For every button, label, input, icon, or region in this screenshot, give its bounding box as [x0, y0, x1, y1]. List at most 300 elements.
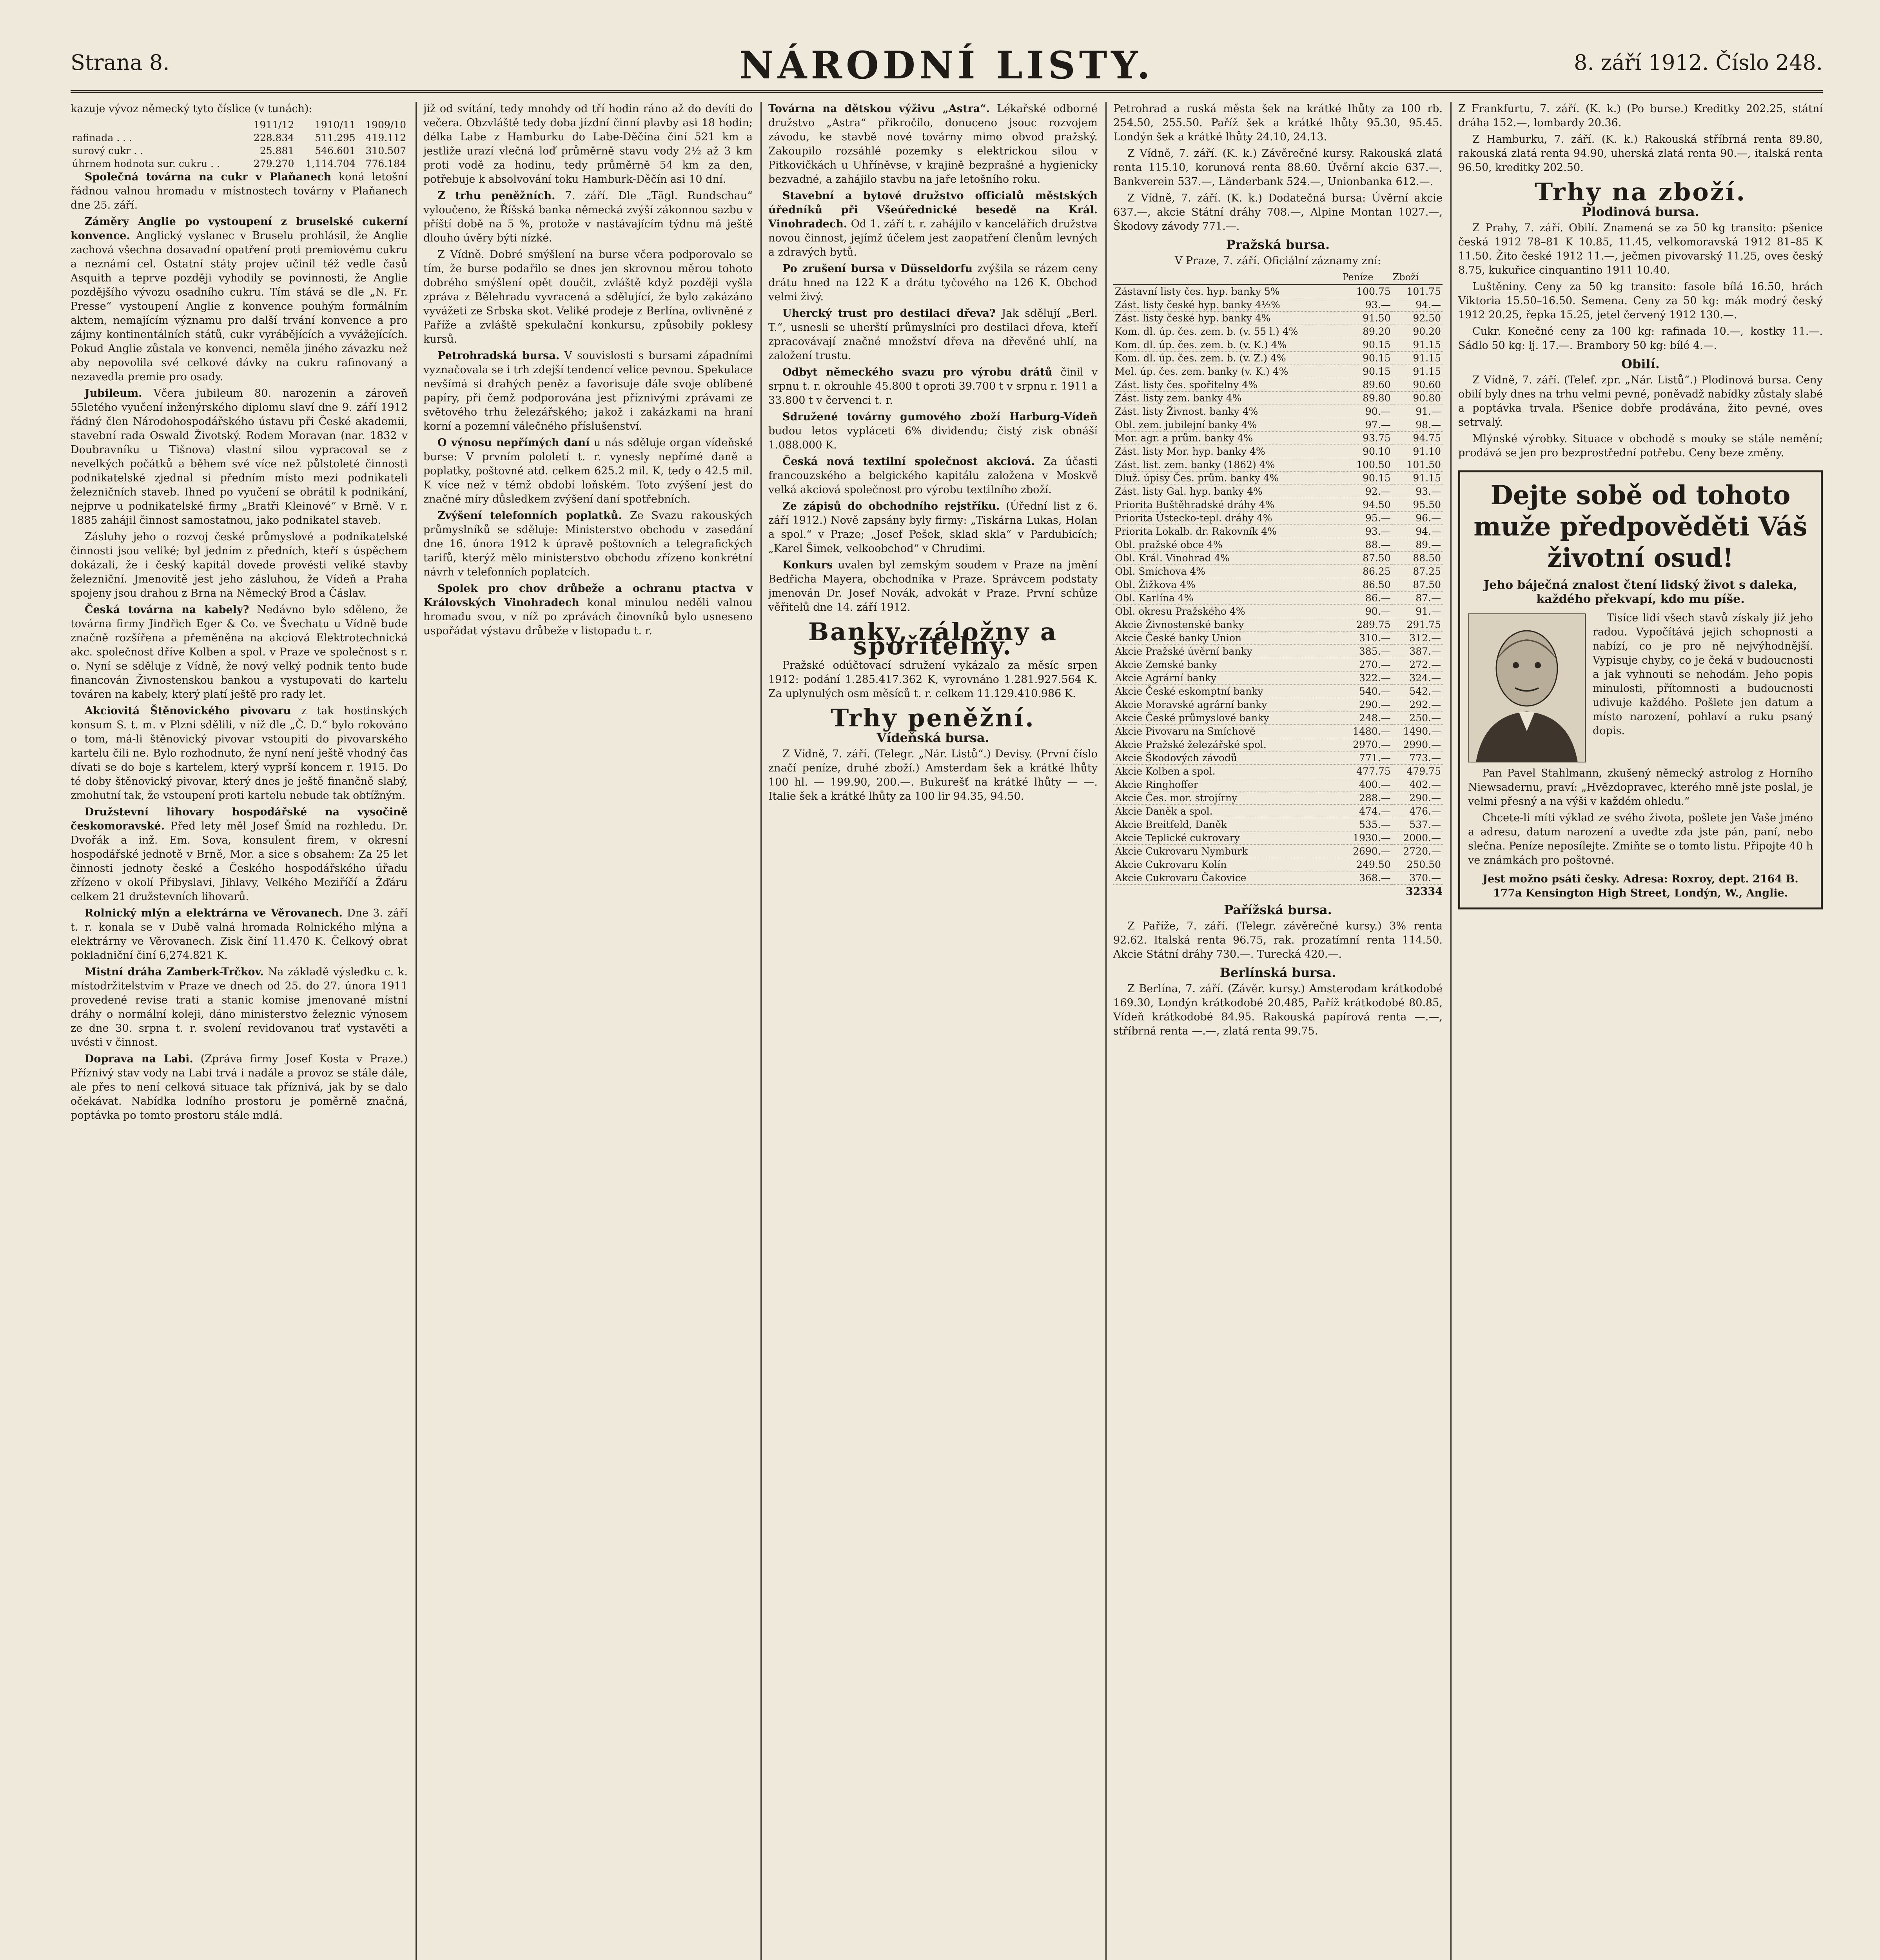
article-heading: Petrohradská bursa.	[437, 350, 560, 362]
article	[423, 582, 753, 638]
table-cell: Obl. Karlína 4%	[1113, 592, 1342, 605]
table-cell: 542.—	[1392, 685, 1443, 698]
article	[71, 1052, 408, 1123]
table-cell: Akcie Pivovaru na Smíchově	[1113, 725, 1342, 738]
table-cell: 228.834	[253, 132, 294, 143]
article-body: Nedávno bylo sděleno, že továrna firmy Jindřich Eger & Co. ve Švechatu u Vídně bude značně rozšířena a přeměněna na akciová Elektrotechnická akc. společnost dříve Kolben a spol. v Praze ve společnost s r. o. Nyní se sděluje z Vídně, že nový velký podnik tento bude financován Živnostenskou bankou a vystupovati do kartelu továren na kabely, který platí ještě pro rady let.	[71, 604, 408, 701]
table-cell: Akcie České eskomptní banky	[1113, 685, 1342, 698]
article-heading: Česká továrna na kabely?	[85, 604, 249, 616]
article-body: Cukr. Konečné ceny za 100 kg: rafinada 10.—, kostky 11.—. Sádlo 50 kg: lj. 17.—. Brambory 50 kg: bílé 4.—.	[1458, 325, 1823, 352]
article	[71, 704, 408, 803]
table-cell: 101.75	[1392, 285, 1443, 298]
table-row	[1113, 818, 1443, 831]
article	[71, 965, 408, 1050]
section-heading-trhy-zbozi: Trhy na zboží.	[1534, 178, 1747, 206]
table-cell: Obl. Smíchova 4%	[1113, 565, 1342, 578]
table-row	[1113, 765, 1443, 778]
article-body: již od svítání, tedy mnohdy od tří hodin ráno až do devíti do večera. Obzvláště tedy doba jízdní činní plavby asi 18 hodin; délka Labe z Hamburku do Labe-Děčína činí 521 km a jestliže urazí vlečná loď průměrně stavu vody 2½ až 3 km proti vodě za hodinu, tedy průměrně 54 km za den, potřebuje k absolvování toku Hamburk-Děčín asi 10 dní.	[423, 103, 753, 185]
article-heading: Akciovitá Štěnovického pivovaru	[85, 705, 291, 717]
table-header-cell: 1911/12	[253, 119, 294, 131]
table-row	[1113, 325, 1443, 338]
article-body: Na základě výsledku c. k. místodržitelstvím v Praze ve dnech od 25. do 27. února 1911 provedené revise trati a stanic komise jmenované místní dráhy o normální koleji, dáno ministerstvo železnic výnosem ze dne 30. srpna t. r. svolení revidovanou trať vystavěti a uvésti v činnost.	[71, 966, 408, 1049]
table-cell: 419.112	[365, 132, 406, 143]
article	[768, 499, 1098, 556]
article-body: u nás sděluje organ vídeňské burse: V prvním pololetí t. r. vynesly nepřímé daně a poplatky, poštovné atd. celkem 625.2 mil. K, tedy o 42.5 mil. K více než v témž období loňském. Toto zvýšení jest do značné míry důsledkem zvýšení daní spotřebních.	[423, 437, 753, 505]
table-cell: Zást. listy české hyp. banky 4½%	[1113, 298, 1342, 312]
table-cell: 312.—	[1392, 632, 1443, 645]
newspaper-page	[71, 43, 1823, 1960]
table-cell: 91.10	[1392, 445, 1443, 458]
article-heading: Družstevní lihovary hospodářské na vysočině českomoravské.	[71, 806, 408, 832]
table-cell: Akcie Agrární banky	[1113, 671, 1342, 685]
article	[768, 102, 1098, 187]
table-cell: 546.601	[315, 145, 356, 156]
table-cell: 477.75	[1342, 765, 1392, 778]
table-cell: 90.20	[1392, 325, 1443, 338]
article-body: Ze Svazu rakouských průmyslníků se sděluje: Ministerstvo obchodu v zasedání dne 16. února 1912 k úpravě poštovních a telegrafických tarifů, kterýž mělo ministerstvo obchodu zřízeno konkrétní návrh v telefonních poplatcích.	[423, 510, 753, 578]
article-heading: Rolnický mlýn a elektrárna ve Věrovanech.	[85, 907, 343, 919]
article-body: uvalen byl zemským soudem v Praze na jmění Bedřicha Mayera, obchodníka v Praze. Správcem podstaty jmenován Dr. Josef Novák, advokát v Praze. První schůze věřitelů dne 14. září 1912.	[768, 559, 1098, 613]
subsection-heading: Pařížská bursa.	[1224, 902, 1332, 917]
table-cell: 93.—	[1342, 525, 1392, 538]
table-cell: 540.—	[1342, 685, 1392, 698]
table-cell: 87.—	[1392, 592, 1443, 605]
table-cell: úhrnem hodnota sur. cukru . .	[72, 158, 220, 169]
table-header-cell	[1113, 270, 1342, 285]
table-cell: 402.—	[1392, 778, 1443, 791]
table-cell: Zást. listy Živnost. banky 4%	[1113, 405, 1342, 418]
table-cell: 86.50	[1342, 578, 1392, 592]
article-heading: Konkurs	[782, 559, 833, 571]
article-heading: Doprava na Labi.	[85, 1053, 193, 1065]
table-cell: 537.—	[1392, 818, 1443, 831]
table-header-cell: 1910/11	[314, 119, 356, 131]
prague-exchange-table	[1113, 270, 1443, 885]
article-body: Anglický vyslanec v Bruselu prohlásil, že Anglie zachová všechna dosavadní opatření proti premiovému cukru a neznámí cel. Ostatní státy projev učinil též vedle časů Asquith a teprve později vyhodily se povinnosti, že Anglie pozdějšího vývozu osadního cukru. Tím stává se dle „N. Fr. Presse“ vystoupení Anglie z konvence pouhým formálním aktem, nemajícím významu pro další trvání konvence a pro zájmy kontinentálních států, cukr vyrábějících a vyvážejících. Pokud Anglie zůstala ve konvenci, neměla jiného závazku než aby nepovolila své celkové dávky na cukru rafinovaný a nezavedla premie pro osady.	[71, 230, 408, 383]
astrologer-advertisement	[1458, 470, 1823, 909]
table-cell: 2970.—	[1342, 738, 1392, 751]
table-row	[1113, 685, 1443, 698]
table-cell: 95.—	[1342, 512, 1392, 525]
table-cell: 89.80	[1342, 392, 1392, 405]
table-row	[1113, 432, 1443, 445]
section-heading-trhy-penezni: Trhy peněžní.	[831, 704, 1035, 732]
table-row	[71, 131, 408, 144]
table-row	[1113, 711, 1443, 725]
article-body: činil v srpnu t. r. okrouhle 45.800 t oproti 39.700 t v srpnu r. 1911 a 33.800 t v červenci t. r.	[768, 366, 1098, 407]
table-cell: 91.50	[1342, 312, 1392, 325]
subsection-heading: Berlínská bursa.	[1219, 965, 1336, 980]
table-header-cell: 1909/10	[365, 119, 406, 131]
table-row	[1113, 632, 1443, 645]
table-cell: 89.60	[1342, 378, 1392, 392]
article-body: Z Vídně, 7. září. (Telef. zpr. „Nár. Listů“.) Plodinová bursa. Ceny obilí byly dnes na trhu velmi pevné, poněvadž nabídky zůstaly slabé a poptávka trvala. Pšenice dobře prodávána, žito pevné, oves setrvalý.	[1458, 374, 1823, 428]
table-cell: Akcie Moravské agrární banky	[1113, 698, 1342, 711]
table-cell: Akcie Pražské úvěrní banky	[1113, 645, 1342, 658]
table-cell: 1480.—	[1342, 725, 1392, 738]
ad-subtitle: Jeho báječná znalost čtení lidský život s daleka, každého překvapí, kdo mu píše.	[1483, 578, 1797, 606]
table-cell: 25.881	[259, 145, 294, 156]
table-row	[1113, 352, 1443, 365]
article-body: Z Vídně, 7. září. (K. k.) Závěrečné kursy. Rakouská zlatá renta 115.10, korunová renta 88.60. Úvěrní akcie 637.—, Bankverein 537.—, Länderbank 524.—, Unionbanka 612.—.	[1113, 147, 1443, 188]
article-heading: Záměry Anglie po vystoupení z bruselské cukerní konvence.	[71, 216, 408, 242]
sugar-intro: kazuje vývoz německý tyto číslice (v tunách):	[71, 103, 312, 115]
table-cell: 370.—	[1392, 871, 1443, 885]
table-cell: 290.—	[1392, 791, 1443, 805]
table-row	[1113, 392, 1443, 405]
article-heading: Stavební a bytové družstvo officialů městských úředníků při Všeúřednické besedě na Král. Vinohradech.	[768, 190, 1098, 230]
table-cell: 90.80	[1392, 392, 1443, 405]
table-cell: 90.10	[1342, 445, 1392, 458]
table-cell: 2990.—	[1392, 738, 1443, 751]
ad-body: Chcete-li míti výklad ze svého života, pošlete jen Vaše jméno a adresu, datum narození a uvedte zda jste pán, paní, nebo slečna. Peníze neposílejte. Zmiňte se o tomto listu. Připojte 40 h ve známkách pro poštovné.	[1468, 812, 1813, 866]
table-cell: 368.—	[1342, 871, 1392, 885]
table-cell: Akcie Pražské železářské spol.	[1113, 738, 1342, 751]
table-row	[71, 144, 408, 157]
article-heading: O výnosu nepřímých daní	[437, 437, 590, 449]
article	[768, 558, 1098, 615]
table-header-cell	[71, 118, 245, 131]
ad-body: Tisíce lidí všech stavů získaly již jeho radou. Vypočítává jejich schopnosti a nabízí, co je pro ně nejvýhodnější. Vypisuje chyby, co je čeká v budoucnosti a jak vyhnouti se nehodám. Jeho popis minulosti, přítomnosti a budoucnosti udivuje každého. Pošlete jen datum a místo narození, pohlaví a ruku psaný dopis.	[1593, 612, 1813, 737]
table-cell: 92.—	[1342, 485, 1392, 498]
article-body: Z Frankfurtu, 7. září. (K. k.) (Po burse.) Kreditky 202.25, státní dráha 152.—, lombardy 20.36.	[1458, 103, 1823, 129]
table-cell: 86.—	[1342, 592, 1392, 605]
table-cell: 288.—	[1342, 791, 1392, 805]
article	[71, 170, 408, 212]
article-body: Mlýnské výrobky. Situace v obchodě s mouky se stále nemění; prodává se jen pro bezprostřední potřebu. Ceny beze změny.	[1458, 433, 1823, 459]
table-row	[1113, 858, 1443, 871]
article-body: Petrohrad a ruská města šek na krátké lhůty za 100 rb. 254.50, 255.50. Paříž šek a krátké lhůty 95.30, 95.45. Londýn šek a krátké lhůty 24.10, 24.13.	[1113, 103, 1443, 143]
table-cell: Akcie Ringhoffer	[1113, 778, 1342, 791]
article-body: Zásluhy jeho o rozvoj české průmyslové a podnikatelské činnosti jsou veliké; byl jedním z předních, kteří s úspěchem dokázali, že i český kapitál dovede provésti veliké stavby železniční. Jmenovitě jest jeho zásluhou, že Vídeň a Praha spojeny jsou drahou z Brna na Německý Brod a Čáslav.	[71, 531, 408, 599]
table-row	[1113, 285, 1443, 298]
table-cell: 91.15	[1392, 338, 1443, 352]
table-row	[1113, 738, 1443, 751]
table-cell: 310.—	[1342, 632, 1392, 645]
table-total: 32334	[1406, 886, 1443, 898]
table-cell: 289.75	[1342, 618, 1392, 632]
table-row	[1113, 512, 1443, 525]
article-body: konal minulou neděli valnou hromadu svou, v níž po zprávách činovníků bylo usneseno uspořádat výstavu drůbeže v listopadu t. r.	[423, 597, 753, 637]
column-4	[1113, 102, 1443, 1960]
table-cell: 324.—	[1392, 671, 1443, 685]
article-body: Z Paříže, 7. září. (Telegr. závěrečné kursy.) 3% renta 92.62. Italská renta 96.75, rak. prozatímní renta 114.50. Akcie Státní dráhy 730.—. Turecká 420.—.	[1113, 920, 1443, 960]
table-cell: 250.—	[1392, 711, 1443, 725]
table-cell: 91.—	[1392, 605, 1443, 618]
subsection-heading: Pražská bursa.	[1226, 237, 1330, 252]
table-header-cell: Peníze	[1342, 270, 1392, 285]
table-cell: Zást. listy Mor. hyp. banky 4%	[1113, 445, 1342, 458]
table-row	[1113, 791, 1443, 805]
table-cell: Akcie Kolben a spol.	[1113, 765, 1342, 778]
article-body: Od 1. září t. r. zahájilo v kancelářích družstva novou činnost, jejímž účelem jest zaopatření členům levných a zdravých bytů.	[768, 218, 1098, 258]
article-heading: Jubileum.	[85, 387, 142, 399]
article-body: 7. září. Dle „Tägl. Rundschau“ vyloučeno, že Říšská banka německá zvýší zákonnou sazbu v příští době na 5 %, protože v nastávajícím týdnu má ještě dlouho úvěry býti nízké.	[423, 190, 753, 244]
table-row	[1113, 472, 1443, 485]
table-cell: Kom. dl. úp. čes. zem. b. (v. K.) 4%	[1113, 338, 1342, 352]
table-cell: Akcie Teplické cukrovary	[1113, 831, 1342, 845]
table-cell: 2720.—	[1392, 845, 1443, 858]
table-cell: Zást. listy české hyp. banky 4%	[1113, 312, 1342, 325]
article	[768, 455, 1098, 497]
table-cell: 98.—	[1392, 418, 1443, 432]
table-cell: Zástavní listy čes. hyp. banky 5%	[1113, 285, 1342, 298]
article	[71, 906, 408, 963]
table-row	[1113, 565, 1443, 578]
article-body: z tak hostinských konsum S. t. m. v Plzni sdělili, v níž dle „Č. D.“ bylo rokováno o tom, má-li štěnovický pivovar vstoupiti do pivovarského kartelu čili ne. Bylo rozhodnuto, že nyní není ještě vhodný čas dívati se do boje s kartelem, který vyprší koncem r. 1915. Do té doby štěnovický pivovar, který dnes je ještě finančně slabý, zmohutní tak, že vstoupení proti kartelu nebude tak obtížným.	[71, 705, 408, 802]
ad-address: Jest možno psáti česky. Adresa: Roxroy, dept. 2164 B. 177a Kensington High Street, Londýn, W., Anglie.	[1483, 873, 1798, 899]
column-2	[423, 102, 753, 1960]
table-cell: 93.—	[1342, 298, 1392, 312]
table-cell: 94.50	[1342, 498, 1392, 512]
table-cell: 90.15	[1342, 365, 1392, 378]
table-cell: 90.—	[1342, 605, 1392, 618]
sugar-export-table	[71, 118, 408, 170]
table-cell: 2690.—	[1342, 845, 1392, 858]
table-cell: 88.50	[1392, 552, 1443, 565]
article-heading: Česká nová textilní společnost akciová.	[782, 456, 1035, 468]
table-row	[1113, 645, 1443, 658]
table-cell: Zást. listy Gal. hyp. banky 4%	[1113, 485, 1342, 498]
table-cell: 93.75	[1342, 432, 1392, 445]
table-cell: Akcie Živnostenské banky	[1113, 618, 1342, 632]
article-heading: Sdružené továrny gumového zboží Harburg-Vídeň	[782, 411, 1098, 423]
table-cell: 385.—	[1342, 645, 1392, 658]
table-row	[1113, 805, 1443, 818]
table-cell: 776.184	[365, 158, 406, 169]
table-cell: 93.—	[1392, 485, 1443, 498]
table-cell: Zást. list. zem. banky (1862) 4%	[1113, 458, 1342, 472]
table-row	[1113, 538, 1443, 552]
table-cell: Akcie České průmyslové banky	[1113, 711, 1342, 725]
article-body: Před lety měl Josef Šmíd na rozhledu. Dr. Dvořák a inž. Em. Sova, konsulent firem, v okresní hospodářské jednotě v Brně, Mor. a sice s obsahem: Za 25 let činnosti jednoty české a Českého hospodářského úřadu zřízeno v okolí Přibyslavi, Jihlavy, Velkého Meziříčí a Žďáru celkem 21 družstevních lihovarů.	[71, 820, 408, 903]
table-row	[1113, 525, 1443, 538]
table-row	[1113, 831, 1443, 845]
table-row	[71, 157, 408, 170]
table-cell: 474.—	[1342, 805, 1392, 818]
table-header-row	[71, 118, 408, 131]
table-cell: 88.—	[1342, 538, 1392, 552]
table-cell: 86.25	[1342, 565, 1392, 578]
table-row	[1113, 698, 1443, 711]
table-cell: Akcie Cukrovaru Kolín	[1113, 858, 1342, 871]
article	[768, 410, 1098, 452]
table-cell: 92.50	[1392, 312, 1443, 325]
article-body: Z Hamburku, 7. září. (K. k.) Rakouská stříbrná renta 89.80, rakouská zlatá renta 94.90, uherská zlatá renta 90.—, italská renta 96.50, kreditky 202.50.	[1458, 133, 1823, 174]
table-cell: 95.50	[1392, 498, 1443, 512]
table-cell: 291.75	[1392, 618, 1443, 632]
table-cell: 97.—	[1342, 418, 1392, 432]
article	[423, 436, 753, 506]
table-cell: Akcie Zemské banky	[1113, 658, 1342, 671]
article-heading: Zvýšení telefonních poplatků.	[437, 510, 622, 522]
table-cell: Kom. dl. úp. čes. zem. b. (v. Z.) 4%	[1113, 352, 1342, 365]
table-cell: Mor. agr. a prům. banky 4%	[1113, 432, 1342, 445]
table-cell: rafinada . . .	[72, 132, 132, 143]
article-body: Z Prahy, 7. září. Obilí. Znamená se za 50 kg transito: pšenice česká 1912 78–81 K 10.85, 11.45, velkomoravská 1912 81–85 K 11.50. Žito české 1912 11.—, ječmen pivovarský 11.25, oves český 8.75, kukuřice cinquantino 1911 10.40.	[1458, 222, 1823, 276]
table-cell: 101.50	[1392, 458, 1443, 472]
table-cell: Akcie Čes. mor. strojírny	[1113, 791, 1342, 805]
table-header-row	[1113, 270, 1443, 285]
table-row	[1113, 578, 1443, 592]
table-cell: 479.75	[1392, 765, 1443, 778]
column-1	[71, 102, 408, 1960]
table-cell: surový cukr . .	[72, 145, 143, 156]
table-cell: 90.15	[1342, 338, 1392, 352]
table-cell: Akcie Breitfeld, Daněk	[1113, 818, 1342, 831]
article-body: V souvislosti s bursami západními vyznačovala se i trh zdejší tendencí velice pevnou. Spekulace nevšímá si drahých peněz a favorisuje dále svoje oblíbené papíry, při čemž podporována jest příznivými zprávami ze světového trhu železářského; jakož i zakázkami na hraní korní a pozemní válečného příslušenství.	[423, 350, 753, 432]
table-row	[1113, 312, 1443, 325]
table-row	[1113, 298, 1443, 312]
table-cell: 94.—	[1392, 525, 1443, 538]
column-3	[768, 102, 1098, 1960]
table-cell: 87.50	[1342, 552, 1392, 565]
table-cell: Akcie Cukrovaru Nymburk	[1113, 845, 1342, 858]
table-cell: 91.15	[1392, 352, 1443, 365]
article-body: Luštěniny. Ceny za 50 kg transito: fasole bílá 16.50, hrách Viktoria 15.50–16.50. Semena. Ceny za 50 kg: mák modrý český 1912 20.25, řepka 15.25, jetel červený 1912 130.—.	[1458, 281, 1823, 321]
article-heading: Uhercký trust pro destilaci dřeva?	[782, 307, 996, 319]
article-body: Pražské odúčtovací sdružení vykázalo za měsíc srpen 1912: podání 1.285.417.362 K, vyrovnáno 1.281.927.564 K. Za uplynulých osm měsíců t. r. celkem 11.129.410.986 K.	[768, 659, 1098, 700]
table-cell: 2000.—	[1392, 831, 1443, 845]
table-row	[1113, 378, 1443, 392]
table-cell: 90.15	[1342, 472, 1392, 485]
table-cell: 476.—	[1392, 805, 1443, 818]
article-body: Z Vídně, 7. září. (K. k.) Dodatečná bursa: Úvěrní akcie 637.—, akcie Státní dráhy 708.—, Alpine Montan 1027.—, Škodovy závody 771.—.	[1113, 192, 1443, 232]
table-cell: 90.60	[1392, 378, 1443, 392]
table-row	[1113, 725, 1443, 738]
newspaper-title: NÁRODNÍ LISTY.	[739, 43, 1154, 87]
table-cell: Obl. pražské obce 4%	[1113, 538, 1342, 552]
table-row	[1113, 498, 1443, 512]
article-body: Jak sdělují „Berl. T.“, usnesli se uherští průmyslníci pro destilaci dřeva, kteří zpracovávají značné množství dřeva na dřevěné uhlí, na založení trustu.	[768, 307, 1098, 362]
table-cell: 250.50	[1392, 858, 1443, 871]
table-cell: 290.—	[1342, 698, 1392, 711]
table-cell: 322.—	[1342, 671, 1392, 685]
columns	[71, 102, 1823, 1960]
article-body: Z Berlína, 7. září. (Závěr. kursy.) Amsterodam krátkodobé 169.30, Londýn krátkodobé 20.485, Paříž krátkodobé 80.85, Vídeň krátkodobé 84.95. Rakouská papírová renta —.—, stříbrná renta —.—, zlatá renta 99.75.	[1113, 983, 1443, 1037]
table-cell: 100.50	[1342, 458, 1392, 472]
subsection-heading: Plodinová bursa.	[1582, 204, 1699, 219]
table-row	[1113, 365, 1443, 378]
table-cell: 511.295	[315, 132, 356, 143]
table-row	[1113, 618, 1443, 632]
table-cell: 270.—	[1342, 658, 1392, 671]
table-row	[1113, 871, 1443, 885]
table-cell: 248.—	[1342, 711, 1392, 725]
article-body: Dne 3. září t. r. konala se v Dubě valná hromada Rolnického mlýna a elektrárny ve Věrovanech. Zisk činí 11.470 K. Čelkový obrat pokladniční činí 6,274.821 K.	[71, 907, 408, 962]
table-cell: 100.75	[1342, 285, 1392, 298]
table-cell: Zást. listy zem. banky 4%	[1113, 392, 1342, 405]
table-cell: 400.—	[1342, 778, 1392, 791]
article-heading: Ze zápisů do obchodního rejstříku.	[782, 500, 1000, 512]
section-heading-banky: Banky, záložny a spořitelny.	[808, 617, 1058, 660]
ad-title: Dejte sobě od tohoto muže předpověděti Váš životní osud!	[1474, 480, 1807, 573]
table-cell: 91.—	[1392, 405, 1443, 418]
article	[71, 215, 408, 384]
table-cell: 1490.—	[1392, 725, 1443, 738]
article	[768, 262, 1098, 304]
article	[768, 307, 1098, 363]
table-row	[1113, 592, 1443, 605]
astrologer-portrait	[1468, 613, 1586, 762]
table-cell: Zást. listy čes. spořitelny 4%	[1113, 378, 1342, 392]
table-row	[1113, 658, 1443, 671]
table-cell: Priorita Ústecko-tepl. dráhy 4%	[1113, 512, 1342, 525]
table-cell: 279.270	[253, 158, 294, 169]
table-cell: Akcie České banky Union	[1113, 632, 1342, 645]
table-cell: 91.15	[1392, 365, 1443, 378]
article-body: Lékařské odborné družstvo „Astra“ přikročilo, donuceno jsouc rozvojem závodu, ke stavbě nové továrny mimo obvod pražský. Zakoupilo rozsáhlé pozemky s elektrickou silou v Pitkovičkách u Uhříněvse, v krajině bezprašné a hygienicky bezvadné, a zahájilo stavbu na jaře letošního roku.	[768, 103, 1098, 185]
table-cell: 535.—	[1342, 818, 1392, 831]
article-body: V Praze, 7. září. Oficiální záznamy zní:	[1174, 255, 1381, 267]
article-body: Z Vídně. Dobré smýšlení na burse včera podporovalo se tím, že burse podařilo se dnes jen skrovnou měrou tohoto dobrého smýšlení opět doučit, zvláště když později vyšla zpráva z Bělehradu vyvracená a sdělující, že bylo zakázáno vyvážeti ze Srbska skot. Veliké prodeje z Berlína, ovlivněné z Paříže a zvláště spekulační konkursu, způsobily poklesy kursů.	[423, 249, 753, 345]
article	[71, 603, 408, 702]
table-cell: Priorita Buštěhradské dráhy 4%	[1113, 498, 1342, 512]
table-row	[1113, 338, 1443, 352]
issue-date: 8. září 1912. Číslo 248.	[1574, 50, 1823, 75]
ad-quote: Pan Pavel Stahlmann, zkušený německý astrolog z Horního Niewsadernu, praví: „Hvězdopravec, kterého mně jste poslal, je velmi přesný a na výši v každém ohledu.“	[1468, 767, 1813, 808]
table-cell: 387.—	[1392, 645, 1443, 658]
table-row	[1113, 751, 1443, 765]
table-cell: 292.—	[1392, 698, 1443, 711]
table-row	[1113, 458, 1443, 472]
table-row	[1113, 405, 1443, 418]
page-number: Strana 8.	[71, 50, 170, 75]
article-heading: Po zrušení bursa v Düsseldorfu	[782, 263, 973, 275]
table-cell: 87.50	[1392, 578, 1443, 592]
table-cell: Akcie Cukrovaru Čakovice	[1113, 871, 1342, 885]
table-cell: 272.—	[1392, 658, 1443, 671]
article	[71, 387, 408, 528]
table-cell: 90.—	[1342, 405, 1392, 418]
article-body: koná letošní řádnou valnou hromadu v místnostech továrny v Plaňanech dne 25. září.	[71, 171, 408, 211]
table-cell: 249.50	[1342, 858, 1392, 871]
table-cell: Obl. Král. Vinohrad 4%	[1113, 552, 1342, 565]
article-heading: Mistní dráha Zamberk-Trčkov.	[85, 966, 264, 978]
article	[71, 805, 408, 904]
table-cell: 771.—	[1342, 751, 1392, 765]
table-cell: 94.75	[1392, 432, 1443, 445]
table-cell: Obl. okresu Pražského 4%	[1113, 605, 1342, 618]
article	[423, 349, 753, 434]
table-row	[1113, 845, 1443, 858]
table-cell: 773.—	[1392, 751, 1443, 765]
table-cell: 94.—	[1392, 298, 1443, 312]
subsection-heading: Vídeňská bursa.	[876, 730, 989, 745]
table-row	[1113, 485, 1443, 498]
article-heading: Společná továrna na cukr v Plaňanech	[85, 171, 332, 183]
article	[768, 189, 1098, 260]
table-cell: 89.—	[1392, 538, 1443, 552]
table-row	[1113, 671, 1443, 685]
column-5	[1458, 102, 1823, 1960]
table-row	[1113, 552, 1443, 565]
table-cell: Obl. zem. jubilejní banky 4%	[1113, 418, 1342, 432]
table-cell: Dluž. úpisy Čes. prům. banky 4%	[1113, 472, 1342, 485]
table-header-cell: Zboží	[1392, 270, 1443, 285]
article-heading: Z trhu peněžních.	[437, 190, 555, 202]
table-cell: 310.507	[365, 145, 406, 156]
table-row	[1113, 778, 1443, 791]
table-row	[1113, 605, 1443, 618]
article	[423, 189, 753, 245]
table-cell: Priorita Lokalb. dr. Rakovník 4%	[1113, 525, 1342, 538]
article-body: (Úřední list z 6. září 1912.) Nově zapsány byly firmy: „Tiskárna Lukas, Holan a spol.“ v Praze; „Josef Pešek, sklad skla“ v Pardubicích; „Karel Šimek, velkoobchod“ v Chrudimi.	[768, 500, 1098, 555]
table-row	[1113, 445, 1443, 458]
article-heading: Spolek pro chov drůbeže a ochranu ptactva v Královských Vinohradech	[423, 583, 753, 609]
table-cell: 96.—	[1392, 512, 1443, 525]
table-cell: 91.15	[1392, 472, 1443, 485]
